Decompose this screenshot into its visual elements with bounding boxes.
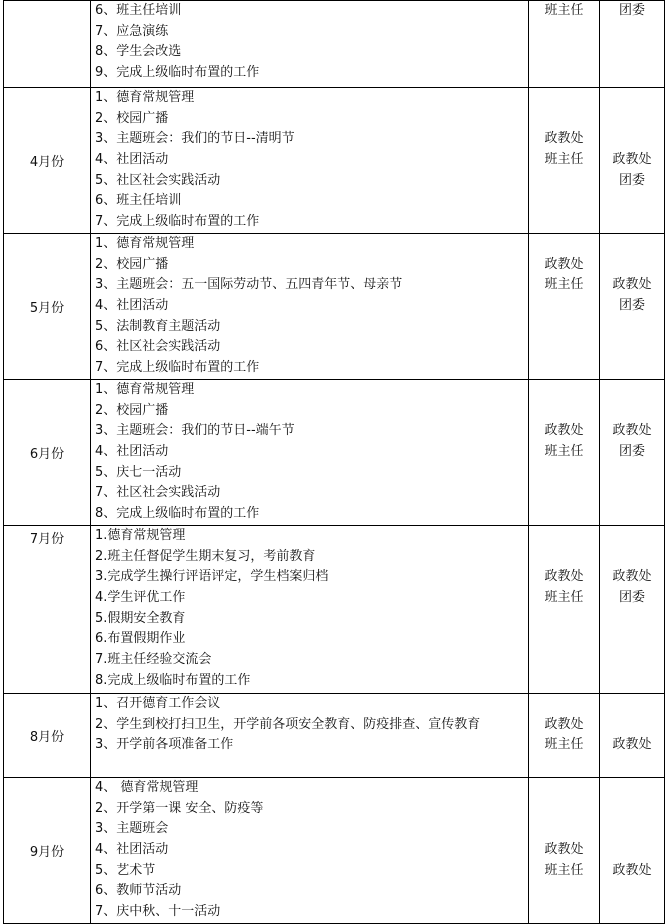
task-item: 2、学生到校打扫卫生，开学前各项安全教育、防疫排查、宣传教育	[95, 716, 481, 732]
plan-row	[4, 778, 665, 924]
task-item: 4、社团活动	[95, 444, 169, 460]
task-list-cell	[91, 778, 529, 924]
spacer	[600, 380, 664, 401]
task-item: 6、教师节活动	[95, 883, 182, 899]
spacer	[600, 715, 664, 736]
month-label: 8月份	[29, 730, 65, 745]
task-item: 5.假期安全教育	[95, 610, 186, 626]
month-label: 7月份	[29, 532, 65, 547]
task-list-cell	[91, 526, 529, 694]
responsible-dept: 班主任	[544, 737, 584, 753]
spacer	[600, 255, 664, 276]
task-item: 6.布置假期作业	[95, 631, 186, 647]
spacer	[600, 526, 664, 547]
task-item: 7.班主任经验交流会	[95, 652, 212, 668]
responsible-cell	[529, 88, 600, 234]
task-item: 1.德育常规管理	[95, 528, 186, 543]
spacer	[529, 401, 599, 422]
cooperate-dept: 团委	[618, 444, 645, 460]
work-plan-body	[4, 1, 665, 924]
responsible-cell	[529, 1, 600, 88]
responsible-dept: 政教处	[544, 131, 584, 147]
month-label: 5月份	[29, 301, 65, 316]
cooperate-cell	[600, 694, 665, 778]
task-item: 1、德育常规管理	[95, 382, 195, 397]
task-item: 7、社区社会实践活动	[95, 485, 221, 501]
task-item: 1、召开德育工作会议	[95, 696, 221, 711]
task-list-cell	[91, 1, 529, 88]
responsible-cell	[529, 694, 600, 778]
month-cell	[4, 526, 91, 694]
spacer	[529, 694, 599, 715]
task-item: 8、完成上级临时布置的工作	[95, 506, 260, 522]
task-item: 4、社团活动	[95, 298, 169, 314]
task-item: 7、应急演练	[95, 23, 169, 39]
task-list-cell	[91, 380, 529, 526]
spacer	[600, 819, 664, 840]
cooperate-dept: 政教处	[612, 737, 652, 753]
plan-row	[4, 234, 665, 380]
spacer	[600, 234, 664, 255]
responsible-dept: 班主任	[544, 862, 584, 878]
spacer	[529, 109, 599, 130]
month-cell	[4, 1, 91, 88]
task-item: 3、开学前各项准备工作	[95, 737, 234, 753]
task-item: 6、班主任培训	[95, 3, 182, 18]
cooperate-cell	[600, 234, 665, 380]
task-item: 2、校园广播	[95, 402, 169, 418]
spacer	[600, 129, 664, 150]
responsible-dept: 班主任	[544, 590, 584, 606]
task-item: 4、社团活动	[95, 842, 169, 858]
task-item: 5、艺术节	[95, 862, 156, 878]
spacer	[600, 778, 664, 799]
responsible-dept: 班主任	[544, 152, 584, 168]
spacer	[600, 840, 664, 861]
task-item: 7、庆中秋、十一活动	[95, 904, 221, 920]
task-item: 1、德育常规管理	[95, 236, 195, 251]
responsible-cell	[529, 234, 600, 380]
task-item: 5、社区社会实践活动	[95, 172, 221, 188]
spacer	[529, 234, 599, 255]
task-item: 8、学生会改选	[95, 44, 182, 60]
task-item: 6、班主任培训	[95, 193, 182, 209]
spacer	[529, 526, 599, 547]
cooperate-cell	[600, 778, 665, 924]
task-item: 3、主题班会：五一国际劳动节、五四青年节、母亲节	[95, 277, 403, 293]
spacer	[600, 547, 664, 568]
task-item: 3、主题班会：我们的节日--清明节	[95, 131, 295, 147]
task-item: 2.班主任督促学生期末复习，考前教育	[95, 548, 316, 564]
task-item: 3、主题班会	[95, 821, 169, 837]
cooperate-dept: 团委	[618, 298, 645, 314]
task-item: 2、开学第一课 安全、防疫等	[95, 800, 264, 816]
spacer	[529, 778, 599, 799]
month-label: 4月份	[29, 155, 65, 170]
task-item: 1、德育常规管理	[95, 90, 195, 105]
task-item: 6、社区社会实践活动	[95, 339, 221, 355]
spacer	[529, 819, 599, 840]
task-list-cell	[91, 234, 529, 380]
task-item: 2、校园广播	[95, 110, 169, 126]
month-label: 9月份	[29, 845, 65, 860]
spacer	[600, 799, 664, 820]
responsible-cell	[529, 778, 600, 924]
work-plan-table	[3, 0, 665, 924]
task-item: 8.完成上级临时布置的工作	[95, 672, 251, 688]
month-cell	[4, 380, 91, 526]
task-item: 4、 德育常规管理	[95, 780, 199, 795]
plan-row	[4, 526, 665, 694]
cooperate-dept: 政教处	[612, 152, 652, 168]
month-cell	[4, 234, 91, 380]
task-item: 4.学生评优工作	[95, 590, 186, 606]
month-label: 6月份	[29, 447, 65, 462]
plan-row	[4, 694, 665, 778]
task-item: 4、社团活动	[95, 152, 169, 168]
spacer	[529, 88, 599, 109]
plan-row	[4, 1, 665, 88]
task-item: 7、完成上级临时布置的工作	[95, 360, 260, 376]
responsible-dept: 政教处	[544, 256, 584, 272]
task-item: 9、完成上级临时布置的工作	[95, 65, 260, 81]
responsible-cell	[529, 380, 600, 526]
responsible-dept: 班主任	[544, 3, 584, 18]
cooperate-dept: 政教处	[612, 423, 652, 439]
plan-row	[4, 380, 665, 526]
cooperate-dept: 政教处	[612, 862, 652, 878]
responsible-dept: 政教处	[544, 569, 584, 585]
month-cell	[4, 694, 91, 778]
task-item: 3、主题班会：我们的节日--端午节	[95, 423, 295, 439]
spacer	[600, 88, 664, 109]
task-item: 3.完成学生操行评语评定，学生档案归档	[95, 569, 329, 585]
spacer	[600, 401, 664, 422]
month-cell	[4, 88, 91, 234]
spacer	[529, 380, 599, 401]
cooperate-cell	[600, 526, 665, 694]
cooperate-dept: 政教处	[612, 277, 652, 293]
responsible-cell	[529, 526, 600, 694]
cooperate-dept: 政教处	[612, 569, 652, 585]
task-item: 2、校园广播	[95, 256, 169, 272]
spacer	[529, 799, 599, 820]
task-item: 5、法制教育主题活动	[95, 318, 221, 334]
cooperate-dept: 团委	[618, 3, 645, 18]
cooperate-cell	[600, 88, 665, 234]
responsible-dept: 政教处	[544, 716, 584, 732]
task-item: 5、庆七一活动	[95, 464, 182, 480]
month-cell	[4, 778, 91, 924]
plan-row	[4, 88, 665, 234]
task-item: 7、完成上级临时布置的工作	[95, 214, 260, 230]
spacer	[600, 109, 664, 130]
spacer	[529, 547, 599, 568]
cooperate-cell	[600, 380, 665, 526]
spacer	[600, 694, 664, 715]
responsible-dept: 班主任	[544, 277, 584, 293]
cooperate-dept: 团委	[618, 590, 645, 606]
responsible-dept: 政教处	[544, 423, 584, 439]
task-item	[95, 756, 528, 777]
cooperate-cell	[600, 1, 665, 88]
responsible-dept: 班主任	[544, 444, 584, 460]
cooperate-dept: 团委	[618, 172, 645, 188]
task-list-cell	[91, 88, 529, 234]
task-list-cell	[91, 694, 529, 778]
responsible-dept: 政教处	[544, 842, 584, 858]
